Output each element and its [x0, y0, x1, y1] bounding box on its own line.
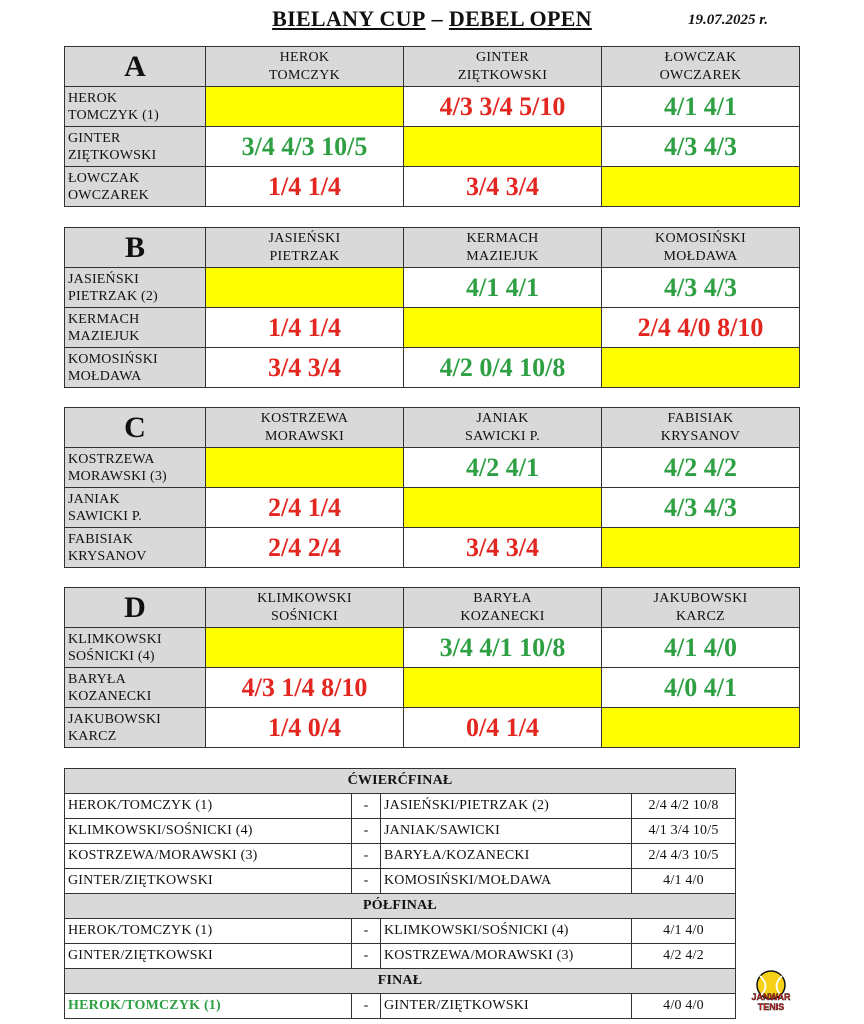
row-player-name: KLIMKOWSKI [68, 631, 162, 647]
row-team-name [65, 268, 206, 308]
row-team-name [65, 528, 206, 568]
logo-text-line2: TENIS [757, 1002, 785, 1012]
row-player-name: PIETRZAK (2) [68, 288, 158, 304]
column-header [206, 588, 404, 628]
score-cell: 2/4 2/4 [206, 528, 404, 568]
row-team-name [65, 308, 206, 348]
column-header-name: ZIĘTKOWSKI [457, 67, 548, 83]
self-match-cell [206, 87, 404, 127]
team-2: BARYŁA/KOZANECKI [381, 844, 632, 869]
row-player-name: TOMCZYK (1) [68, 107, 159, 123]
group-letter: B [65, 228, 206, 268]
column-header-name: KARCZ [676, 608, 725, 624]
score-cell: 4/2 4/2 [602, 448, 800, 488]
row-team-name [65, 87, 206, 127]
column-header-name: HEROK [279, 49, 330, 65]
self-match-cell [404, 127, 602, 167]
match-result: 4/0 4/0 [632, 994, 736, 1019]
self-match-cell [206, 448, 404, 488]
row-player-name: KOMOSIŃSKI [68, 351, 158, 367]
group-letter: C [65, 408, 206, 448]
score-cell: 3/4 3/4 [206, 348, 404, 388]
group-row [65, 448, 800, 488]
team-2: JANIAK/SAWICKI [381, 819, 632, 844]
column-header [602, 408, 800, 448]
group-row [65, 167, 800, 207]
group-row [65, 308, 800, 348]
knockout-table [64, 768, 736, 1019]
match-row [65, 844, 736, 869]
match-result: 4/1 4/0 [632, 869, 736, 894]
column-header [404, 588, 602, 628]
team-1: HEROK/TOMCZYK (1) [65, 794, 352, 819]
score-cell: 1/4 0/4 [206, 708, 404, 748]
team-2: GINTER/ZIĘTKOWSKI [381, 994, 632, 1019]
match-row [65, 794, 736, 819]
column-header-name: FABISIAK [667, 410, 734, 426]
row-player-name: OWCZAREK [68, 187, 149, 203]
column-header-name: TOMCZYK [268, 67, 341, 83]
match-result: 2/4 4/3 10/5 [632, 844, 736, 869]
column-header-name: SOŚNICKI [271, 608, 338, 624]
score-cell: 4/2 0/4 10/8 [404, 348, 602, 388]
row-player-name: FABISIAK [68, 531, 134, 547]
column-header [206, 228, 404, 268]
column-header [602, 228, 800, 268]
row-player-name: KARCZ [68, 728, 117, 744]
match-result: 2/4 4/2 10/8 [632, 794, 736, 819]
match-row [65, 919, 736, 944]
row-player-name: JASIEŃSKI [68, 271, 140, 287]
column-header [404, 228, 602, 268]
column-header [404, 47, 602, 87]
self-match-cell [602, 708, 800, 748]
group-row [65, 628, 800, 668]
row-player-name: KRYSANOV [68, 548, 147, 564]
row-player-name: BARYŁA [68, 671, 126, 687]
column-header-name: JASIEŃSKI [268, 230, 341, 246]
group-table-d [64, 587, 800, 748]
match-result: 4/1 4/0 [632, 919, 736, 944]
column-header-name: KOSTRZEWA [260, 410, 349, 426]
self-match-cell [206, 268, 404, 308]
row-team-name [65, 708, 206, 748]
row-player-name: KOZANECKI [68, 688, 152, 704]
stage-header-row [65, 769, 736, 794]
row-player-name: MAZIEJUK [68, 328, 140, 344]
row-player-name: KOSTRZEWA [68, 451, 155, 467]
group-table-b [64, 227, 800, 388]
score-cell: 3/4 4/1 10/8 [404, 628, 602, 668]
score-cell: 4/3 4/3 [602, 488, 800, 528]
column-header-name: MAZIEJUK [466, 248, 539, 264]
score-cell: 4/3 4/3 [602, 268, 800, 308]
self-match-cell [404, 488, 602, 528]
column-header-name: PIETRZAK [269, 248, 340, 264]
match-row [65, 994, 736, 1019]
score-cell: 4/1 4/1 [404, 268, 602, 308]
column-header-name: BARYŁA [473, 590, 532, 606]
score-cell: 4/2 4/1 [404, 448, 602, 488]
column-header [206, 47, 404, 87]
score-cell: 1/4 1/4 [206, 308, 404, 348]
row-player-name: SOŚNICKI (4) [68, 648, 155, 664]
title-dash: – [431, 6, 443, 31]
column-header-name: KLIMKOWSKI [257, 590, 352, 606]
score-cell: 3/4 4/3 10/5 [206, 127, 404, 167]
group-letter: D [65, 588, 206, 628]
column-header-name: KOMOSIŃSKI [655, 230, 746, 246]
group-table-a [64, 46, 800, 207]
row-player-name: ŁOWCZAK [68, 170, 140, 186]
janwar-tenis-logo [748, 966, 794, 1012]
match-result: 4/1 3/4 10/5 [632, 819, 736, 844]
team-2: KOSTRZEWA/MORAWSKI (3) [381, 944, 632, 969]
team-1: KLIMKOWSKI/SOŚNICKI (4) [65, 819, 352, 844]
match-result: 4/2 4/2 [632, 944, 736, 969]
row-player-name: SAWICKI P. [68, 508, 142, 524]
score-cell: 0/4 1/4 [404, 708, 602, 748]
score-cell: 4/0 4/1 [602, 668, 800, 708]
score-cell: 4/3 1/4 8/10 [206, 668, 404, 708]
column-header-name: SAWICKI P. [465, 428, 540, 444]
group-table-c [64, 407, 800, 568]
separator: - [352, 819, 381, 844]
group-row [65, 127, 800, 167]
group-header-row [65, 47, 800, 87]
match-row [65, 819, 736, 844]
row-team-name [65, 348, 206, 388]
column-header [206, 408, 404, 448]
stage-title: ĆWIERĆFINAŁ [65, 769, 736, 794]
self-match-cell [602, 528, 800, 568]
column-header-name: JAKUBOWSKI [653, 590, 748, 606]
group-row [65, 348, 800, 388]
group-header-row [65, 588, 800, 628]
column-header-name: KERMACH [466, 230, 539, 246]
column-header-name: ŁOWCZAK [664, 49, 737, 65]
team-2: KLIMKOWSKI/SOŚNICKI (4) [381, 919, 632, 944]
row-team-name [65, 448, 206, 488]
row-team-name [65, 167, 206, 207]
self-match-cell [206, 628, 404, 668]
separator: - [352, 994, 381, 1019]
separator: - [352, 919, 381, 944]
row-player-name: ZIĘTKOWSKI [68, 147, 157, 163]
column-header-name: KOZANECKI [460, 608, 545, 624]
score-cell: 4/1 4/1 [602, 87, 800, 127]
group-row [65, 488, 800, 528]
row-team-name [65, 628, 206, 668]
group-header-row [65, 408, 800, 448]
column-header [602, 47, 800, 87]
row-player-name: JAKUBOWSKI [68, 711, 161, 727]
row-team-name [65, 668, 206, 708]
row-player-name: GINTER [68, 130, 121, 146]
separator: - [352, 794, 381, 819]
team-1: HEROK/TOMCZYK (1) [65, 919, 352, 944]
self-match-cell [404, 668, 602, 708]
stage-header-row [65, 969, 736, 994]
team-1: GINTER/ZIĘTKOWSKI [65, 944, 352, 969]
group-header-row [65, 228, 800, 268]
separator: - [352, 869, 381, 894]
score-cell: 4/1 4/0 [602, 628, 800, 668]
score-cell: 4/3 4/3 [602, 127, 800, 167]
row-player-name: JANIAK [68, 491, 120, 507]
title-part2: DEBEL OPEN [448, 6, 592, 31]
column-header-name: MORAWSKI [264, 428, 345, 444]
team-2: KOMOSIŃSKI/MOŁDAWA [381, 869, 632, 894]
score-cell: 1/4 1/4 [206, 167, 404, 207]
self-match-cell [602, 167, 800, 207]
row-player-name: MOŁDAWA [68, 368, 142, 384]
title-part1: BIELANY CUP [272, 6, 426, 31]
column-header-name: OWCZAREK [659, 67, 742, 83]
column-header-name: JANIAK [476, 410, 529, 426]
score-cell: 2/4 1/4 [206, 488, 404, 528]
row-team-name [65, 488, 206, 528]
row-player-name: HEROK [68, 90, 118, 106]
column-header [602, 588, 800, 628]
group-row [65, 708, 800, 748]
row-team-name [65, 127, 206, 167]
team-1: KOSTRZEWA/MORAWSKI (3) [65, 844, 352, 869]
team-1: GINTER/ZIĘTKOWSKI [65, 869, 352, 894]
match-row [65, 944, 736, 969]
separator: - [352, 944, 381, 969]
stage-title: PÓŁFINAŁ [65, 894, 736, 919]
stage-title: FINAŁ [65, 969, 736, 994]
score-cell: 4/3 3/4 5/10 [404, 87, 602, 127]
row-player-name: MORAWSKI (3) [68, 468, 167, 484]
group-letter: A [65, 47, 206, 87]
self-match-cell [404, 308, 602, 348]
group-row [65, 268, 800, 308]
score-cell: 2/4 4/0 8/10 [602, 308, 800, 348]
logo-text-line1: JANWAR [751, 992, 791, 1002]
group-row [65, 668, 800, 708]
event-date: 19.07.2025 r. [688, 12, 769, 28]
separator: - [352, 844, 381, 869]
team-2: JASIEŃSKI/PIETRZAK (2) [381, 794, 632, 819]
column-header-name: KRYSANOV [660, 428, 741, 444]
team-1: HEROK/TOMCZYK (1) [65, 994, 352, 1019]
stage-header-row [65, 894, 736, 919]
group-row [65, 87, 800, 127]
column-header [404, 408, 602, 448]
score-cell: 3/4 3/4 [404, 528, 602, 568]
match-row [65, 869, 736, 894]
score-cell: 3/4 3/4 [404, 167, 602, 207]
column-header-name: GINTER [475, 49, 530, 65]
group-row [65, 528, 800, 568]
column-header-name: MOŁDAWA [663, 248, 738, 264]
self-match-cell [602, 348, 800, 388]
row-player-name: KERMACH [68, 311, 140, 327]
